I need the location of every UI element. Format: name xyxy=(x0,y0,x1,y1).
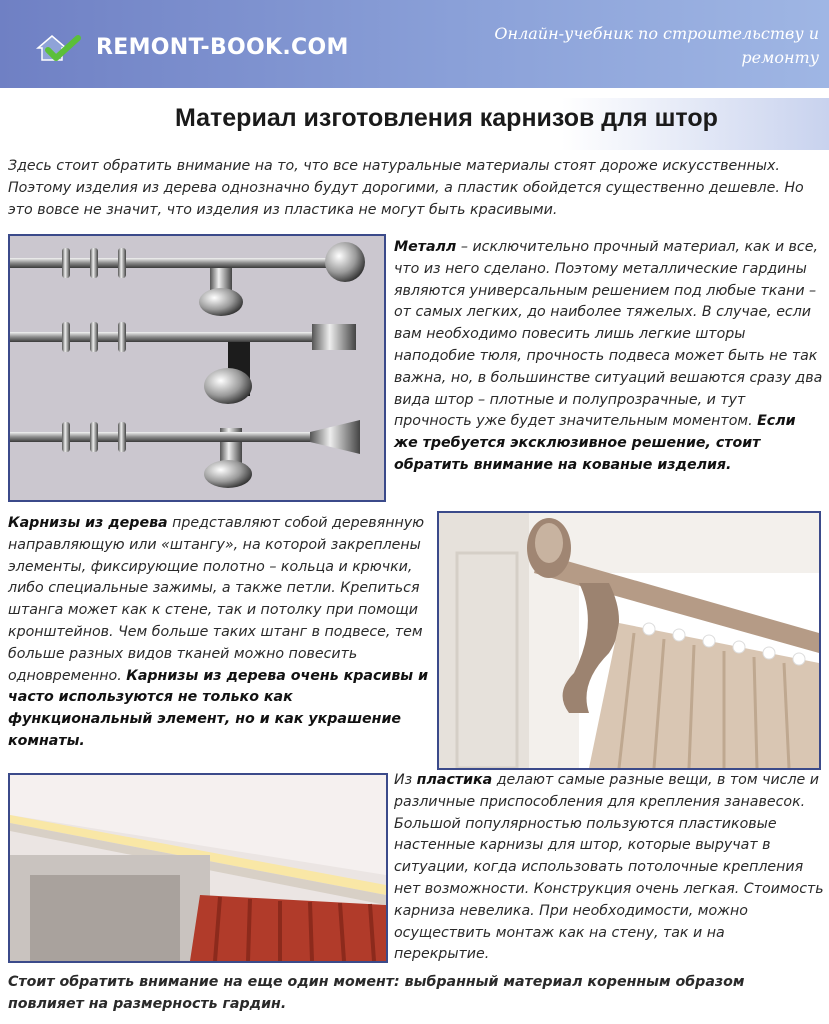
wooden-rod-image xyxy=(437,511,821,770)
wood-paragraph xyxy=(8,513,432,753)
wooden-rod-illustration xyxy=(439,513,819,768)
wood-highlight: Карнизы из дерева очень красивы и часто используются не только как функциональный элемент, но и как украшение комнаты. xyxy=(8,667,429,749)
intro-paragraph: Здесь стоит обратить внимание на то, что все натуральные материалы стоят дороже искусственных. Поэтому изделия из дерева однозначно будут дорогими, а пластик обойдется существенно дешевле. Но это вовсе не значит, что изделия из пластика не могут быть красивыми. xyxy=(8,158,804,218)
logo-text: REMONT-BOOK.COM xyxy=(96,34,349,60)
plastic-text: делают самые разные вещи, в том числе и различные приспособления для крепления занавесок. Большой популярностью пользуются пластиковые настенные карнизы для штор, которые выручат в ситуации, когда использовать потолочные крепления нет возможности. Конструкция очень легкая. Стоимость карниза невелика. При необходимости, можно осуществить монтаж как на стену, так и на перекрытие. xyxy=(394,772,824,963)
page-title: Материал изготовления карнизов для штор xyxy=(175,104,718,132)
plastic-paragraph xyxy=(394,770,824,966)
footer-note: Стоит обратить внимание на еще один момент: выбранный материал коренным образом повлияет на размерность гардин. xyxy=(8,974,745,1012)
plastic-term: пластика xyxy=(416,772,493,788)
header-banner xyxy=(0,0,829,88)
plastic-rail-image xyxy=(8,773,388,963)
metal-rods-illustration xyxy=(10,236,384,500)
wood-text: представляют собой деревянную направляющую или «штангу», на которой закреплены элементы, фиксирующие полотно – кольца и крючки, либо специальные зажимы, а также петли. Крепиться штанга может как к стене, так и потолку при помощи кронштейнов. Чем больше таких штанг в подвесе, тем больше разных видов тканей можно повесить одновременно. xyxy=(8,515,425,684)
metal-highlight: Если же требуется эксклюзивное решение, стоит обратить внимание на кованые изделия. xyxy=(394,413,796,473)
house-check-icon xyxy=(34,30,90,64)
site-tagline: Онлайн-учебник по строительству и ремонту xyxy=(494,24,819,67)
wood-term: Карнизы из дерева xyxy=(8,515,168,531)
metal-term: Металл xyxy=(394,239,457,255)
site-logo[interactable] xyxy=(34,30,349,64)
metal-text: – исключительно прочный материал, как и все, что из него сделано. Поэтому металлические гардины являются универсальным решением под любые ткани – от самых легких, до наиболее тяжелых. В случае, если вам необходимо повесить лишь легкие шторы наподобие тюля, прочность подвеса может быть не так важна, но, в большинстве ситуаций вешаются сразу два вида штор – плотные и полупрозрачные, и тут прочность уже будет значительным моментом. xyxy=(394,239,823,430)
plastic-prefix: Из xyxy=(394,772,417,788)
plastic-rail-illustration xyxy=(10,775,386,961)
metal-paragraph xyxy=(394,237,824,477)
metal-rods-image xyxy=(8,234,386,502)
